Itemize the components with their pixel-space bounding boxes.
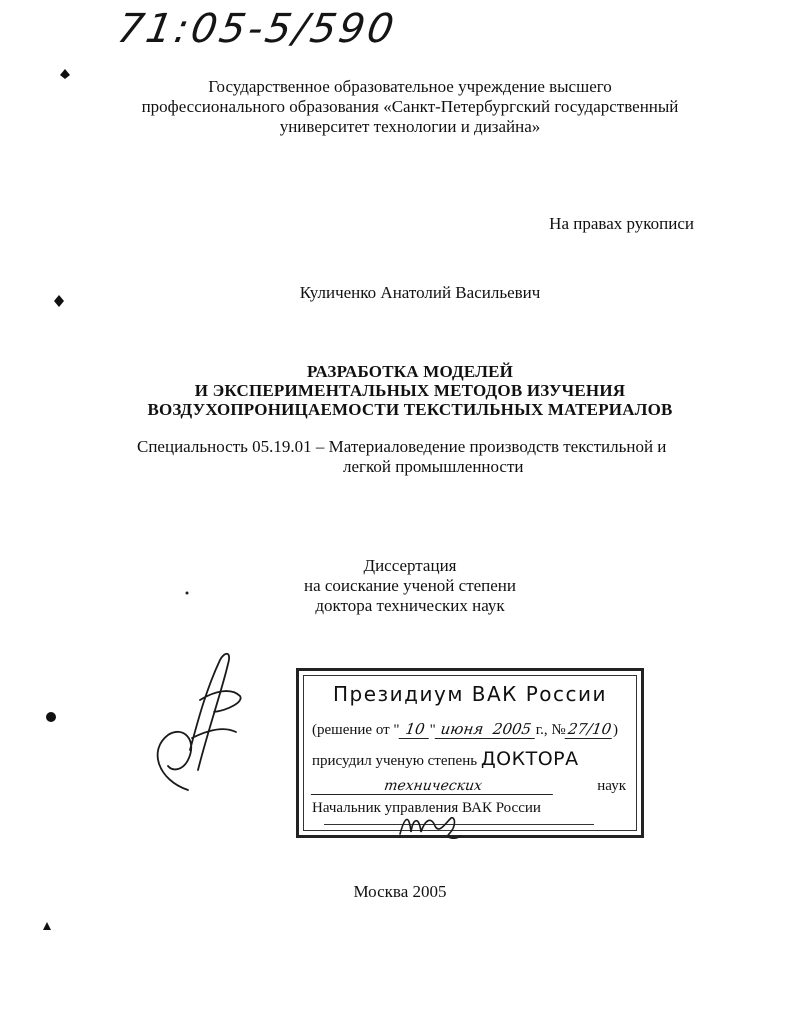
title-line-3: ВОЗДУХОПРОНИЦАЕМОСТИ ТЕКСТИЛЬНЫХ МАТЕРИАЛОВ bbox=[147, 400, 673, 419]
scan-dot-5 bbox=[184, 590, 190, 596]
specialty-line-2: легкой промышленности bbox=[343, 457, 524, 476]
stamp-awarded-line bbox=[312, 748, 630, 770]
dissertation-line-2: на соискание ученой степени bbox=[303, 576, 517, 595]
dissertation-line-1: Диссертация bbox=[363, 556, 457, 575]
stamp-signature bbox=[395, 806, 465, 846]
stamp-handwritten-year: 2005 bbox=[486, 720, 537, 739]
city-year: Москва 2005 bbox=[353, 882, 447, 901]
stamp-title: Президиум ВАК России bbox=[332, 682, 608, 706]
scan-dot-4 bbox=[40, 920, 54, 934]
stamp-handwritten-month: июня bbox=[434, 720, 489, 739]
stamp-science-line bbox=[312, 778, 630, 795]
stamp-science-label: наук bbox=[597, 778, 626, 794]
rights-note: На правах рукописи bbox=[549, 214, 694, 233]
institution-line-2: профессионального образования «Санкт-Петербургский государственный bbox=[141, 97, 679, 116]
stamp-handwritten-day: 10 bbox=[398, 720, 431, 739]
vak-stamp bbox=[296, 668, 644, 838]
institution-block bbox=[120, 77, 700, 137]
institution-line-1: Государственное образовательное учреждение высшего bbox=[208, 77, 612, 96]
stamp-handwritten-number: 27/10 bbox=[564, 720, 614, 739]
vak-stamp-inner-border bbox=[303, 675, 637, 831]
specialty-block bbox=[137, 437, 707, 477]
dissertation-title bbox=[110, 362, 710, 419]
stamp-handwritten-science-field: технических bbox=[311, 778, 555, 795]
stamp-year-suffix: г., № bbox=[535, 722, 566, 738]
handwritten-archive-code: 71:05-5/590 bbox=[113, 6, 401, 52]
scan-dot-1 bbox=[58, 67, 72, 81]
stamp-degree: ДОКТОРА bbox=[480, 748, 579, 770]
stamp-decision-line bbox=[312, 720, 630, 739]
title-line-1: РАЗРАБОТКА МОДЕЛЕЙ bbox=[306, 362, 514, 381]
dissertation-degree-block bbox=[220, 556, 600, 616]
institution-line-3: университет технологии и дизайна» bbox=[279, 117, 541, 136]
author-signature bbox=[128, 640, 268, 810]
scan-dot-3 bbox=[44, 710, 58, 724]
stamp-number-suffix: ) bbox=[612, 722, 618, 738]
specialty-line-1: Специальность 05.19.01 – Материаловедение производств текстильной и bbox=[137, 437, 667, 456]
author-name: Куличенко Анатолий Васильевич bbox=[299, 283, 541, 302]
scan-dot-2 bbox=[52, 294, 66, 308]
dissertation-line-3: доктора технических наук bbox=[315, 596, 505, 615]
stamp-quote-mid: " bbox=[429, 722, 436, 738]
title-line-2: И ЭКСПЕРИМЕНТАЛЬНЫХ МЕТОДОВ ИЗУЧЕНИЯ bbox=[194, 381, 626, 400]
stamp-chief-line: Начальник управления ВАК России bbox=[312, 800, 541, 816]
stamp-awarded-label: присудил ученую степень bbox=[312, 753, 478, 769]
stamp-decision-prefix: (решение от " bbox=[312, 722, 400, 738]
